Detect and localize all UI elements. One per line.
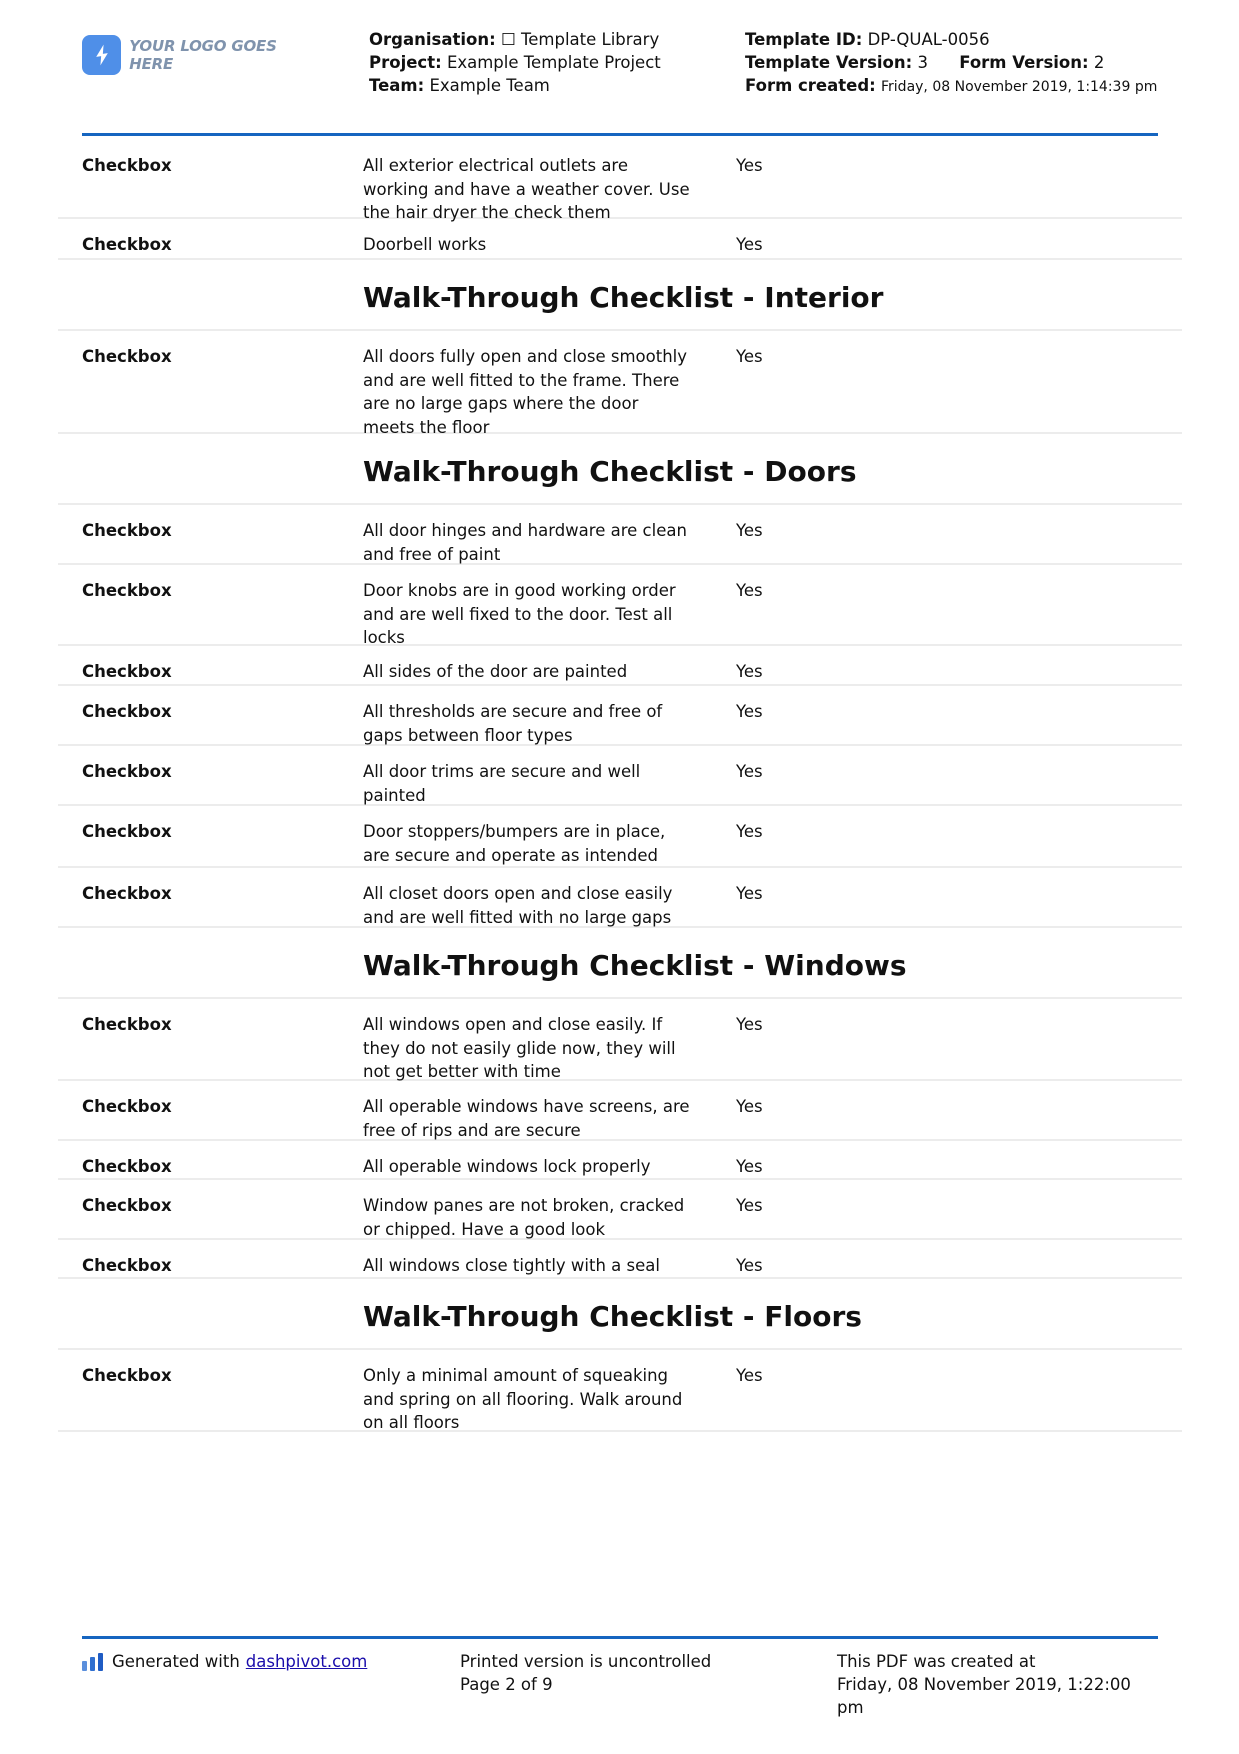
dashpivot-link[interactable]: dashpivot.com [245, 1652, 368, 1671]
item-answer: Yes [736, 822, 763, 841]
template-version-label: Template Version: [745, 53, 913, 72]
section-title: Walk-Through Checklist - Windows [363, 949, 907, 982]
section-title: Walk-Through Checklist - Interior [363, 281, 884, 314]
item-label: Checkbox [82, 521, 172, 540]
item-description: All door hinges and hardware are clean and free of paint [363, 521, 687, 564]
item-answer: Yes [736, 1256, 763, 1275]
item-description: Window panes are not broken, cracked or chipped. Have a good look [363, 1196, 685, 1239]
logo-text: YOUR LOGO GOES HERE [129, 37, 277, 73]
section-heading-row [58, 1279, 1182, 1350]
template-version-value: 3 [917, 53, 928, 72]
checklist-item-row [58, 331, 1182, 437]
checklist-item-row [58, 565, 1182, 646]
item-description: All operable windows have screens, are free of rips and are secure [363, 1097, 690, 1140]
form-created-value: Friday, 08 November 2019, 1:14:39 pm [881, 79, 1158, 95]
header-project-info [369, 28, 729, 97]
checklist-item-row [58, 868, 1182, 928]
item-label: Checkbox [82, 1366, 172, 1385]
section-heading-row [58, 434, 1182, 505]
generated-with [82, 1650, 367, 1673]
pdf-created-label: This PDF was created at [837, 1652, 1036, 1671]
version-line [745, 51, 1165, 74]
item-answer: Yes [736, 1097, 763, 1116]
dashpivot-bars-icon [82, 1653, 104, 1671]
item-answer: Yes [736, 347, 763, 366]
checklist-item-row [58, 219, 1182, 260]
checklist-item-row [58, 140, 1182, 222]
item-label: Checkbox [82, 662, 172, 681]
item-description: All closet doors open and close easily and are well fitted with no large gaps [363, 884, 673, 927]
item-description: Door knobs are in good working order and are well fixed to the door. Test all locks [363, 581, 676, 647]
item-label: Checkbox [82, 762, 172, 781]
print-info [460, 1650, 790, 1696]
pdf-created-value: Friday, 08 November 2019, 1:22:00 pm [837, 1675, 1131, 1717]
item-answer: Yes [736, 235, 763, 254]
team-value: Example Team [429, 76, 550, 95]
item-answer: Yes [736, 702, 763, 721]
item-label: Checkbox [82, 1196, 172, 1215]
item-answer: Yes [736, 1366, 763, 1385]
organisation-value: ☐ Template Library [500, 30, 660, 49]
item-answer: Yes [736, 1015, 763, 1034]
section-title: Walk-Through Checklist - Doors [363, 455, 857, 488]
section-title: Walk-Through Checklist - Floors [363, 1300, 862, 1333]
team-line [369, 74, 729, 97]
item-label: Checkbox [82, 822, 172, 841]
header-template-info [745, 28, 1165, 99]
item-description: Only a minimal amount of squeaking and spring on all flooring. Walk around on all floors [363, 1366, 683, 1432]
item-description: All sides of the door are painted [363, 662, 628, 681]
organisation-label: Organisation: [369, 30, 496, 49]
section-heading-row [58, 928, 1182, 999]
item-answer: Yes [736, 521, 763, 540]
team-label: Team: [369, 76, 425, 95]
checklist-item-row [58, 1141, 1182, 1180]
item-answer: Yes [736, 581, 763, 600]
footer-divider [82, 1636, 1158, 1639]
item-label: Checkbox [82, 347, 172, 366]
item-description: All exterior electrical outlets are working and have a weather cover. Use the hair dryer the check them [363, 156, 690, 222]
project-label: Project: [369, 53, 442, 72]
item-answer: Yes [736, 1196, 763, 1215]
template-id-label: Template ID: [745, 30, 863, 49]
generated-text: Generated with [112, 1652, 240, 1671]
item-label: Checkbox [82, 1097, 172, 1116]
page-header [82, 28, 1162, 136]
item-label: Checkbox [82, 1015, 172, 1034]
item-description: All doors fully open and close smoothly and are well fitted to the frame. There are no large gaps where the door meets the floor [363, 347, 688, 437]
checklist-item-row [58, 1350, 1182, 1432]
project-line [369, 51, 729, 74]
checklist-item-row [58, 505, 1182, 565]
item-label: Checkbox [82, 156, 172, 175]
item-label: Checkbox [82, 1256, 172, 1275]
checklist-rows [58, 140, 1182, 1432]
uncontrolled-note: Printed version is uncontrolled [460, 1652, 712, 1671]
item-answer: Yes [736, 1157, 763, 1176]
item-description: All windows open and close easily. If they do not easily glide now, they will not get better with time [363, 1015, 676, 1081]
logo-badge-icon [82, 35, 121, 75]
form-version-value: 2 [1093, 53, 1105, 72]
pdf-created-info [837, 1650, 1157, 1719]
checklist-item-row [58, 686, 1182, 746]
organisation-line [369, 28, 729, 51]
item-description: Doorbell works [363, 235, 487, 254]
item-label: Checkbox [82, 884, 172, 903]
item-label: Checkbox [82, 1157, 172, 1176]
item-label: Checkbox [82, 581, 172, 600]
item-answer: Yes [736, 884, 763, 903]
checklist-item-row [58, 1240, 1182, 1279]
item-description: All thresholds are secure and free of gaps between floor types [363, 702, 663, 745]
checklist-item-row [58, 1180, 1182, 1240]
item-label: Checkbox [82, 702, 172, 721]
form-version-label: Form Version: [959, 53, 1089, 72]
template-id-line [745, 28, 1165, 51]
page-number: Page 2 of 9 [460, 1675, 553, 1694]
checklist-item-row [58, 646, 1182, 686]
template-id-value: DP-QUAL-0056 [867, 30, 990, 49]
header-divider [82, 133, 1158, 136]
item-description: Door stoppers/bumpers are in place, are secure and operate as intended [363, 822, 666, 865]
company-logo [82, 33, 322, 77]
checklist-item-row [58, 746, 1182, 806]
item-answer: Yes [736, 662, 763, 681]
checklist-item-row [58, 999, 1182, 1081]
checklist-item-row [58, 806, 1182, 868]
project-value: Example Template Project [446, 53, 661, 72]
item-description: All door trims are secure and well painted [363, 762, 641, 805]
checklist-item-row [58, 1081, 1182, 1141]
section-heading-row [58, 260, 1182, 331]
item-label: Checkbox [82, 235, 172, 254]
form-created-line [745, 74, 1165, 99]
form-created-label: Form created: [745, 76, 876, 95]
item-answer: Yes [736, 156, 763, 175]
item-description: All windows close tightly with a seal [363, 1256, 660, 1275]
item-answer: Yes [736, 762, 763, 781]
item-description: All operable windows lock properly [363, 1157, 651, 1176]
